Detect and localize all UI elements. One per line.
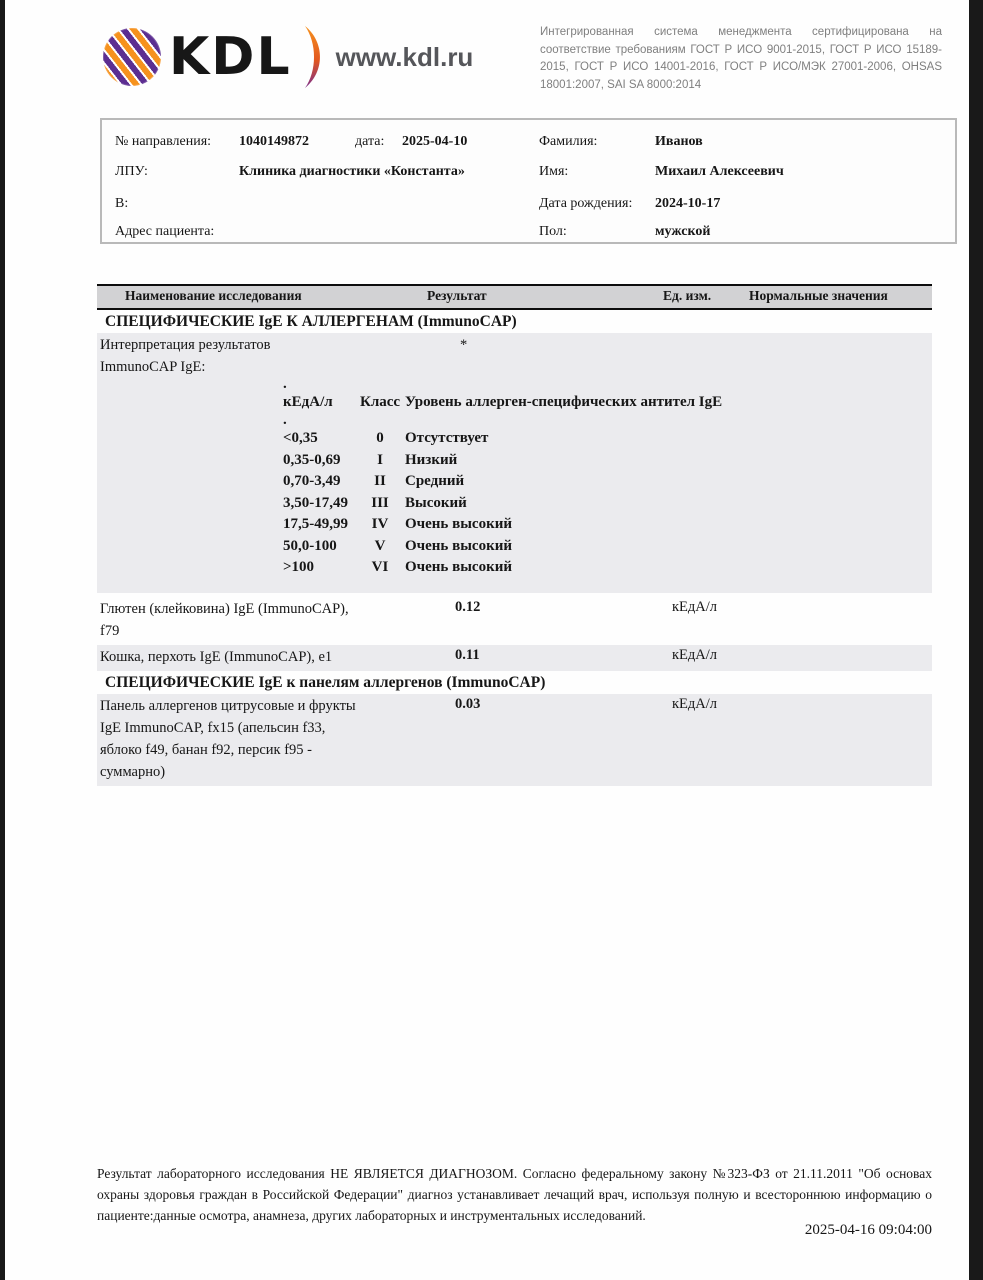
surname-label: Фамилия:: [539, 134, 598, 149]
scan-artifact-left: [0, 0, 5, 1280]
direction-label: № направления:: [115, 134, 212, 149]
lpu-label: ЛПУ:: [115, 164, 148, 179]
firstname-value: Михаил Алексеевич: [655, 164, 784, 179]
date-value: 2025-04-10: [402, 134, 468, 149]
result-row-panel: [97, 694, 932, 786]
result-row-gluten: [97, 597, 932, 645]
interpretation-name: Интерпретация результатов: [100, 337, 271, 353]
class-range: 3,50-17,49: [283, 494, 348, 511]
class-level: Средний: [405, 473, 465, 489]
interpretation-block: [97, 333, 932, 593]
class-range: 17,5-49,99: [283, 516, 348, 532]
test-result: 0.11: [455, 646, 480, 663]
v-label: В:: [115, 196, 129, 211]
class-level: Очень высокий: [405, 559, 513, 575]
section-title-allergens: СПЕЦИФИЧЕСКИЕ IgE К АЛЛЕРГЕНАМ (ImmunoCAP): [97, 310, 932, 333]
kdl-globe-icon: [103, 28, 161, 86]
ige-class-row: [283, 514, 932, 536]
ige-class-row: [283, 450, 932, 472]
ige-class-row: [283, 557, 932, 579]
direction-value: 1040149872: [239, 134, 309, 149]
class-level: Очень высокий: [405, 537, 513, 554]
birthdate-label: Дата рождения:: [539, 196, 633, 211]
col-header-result: Результат: [427, 288, 487, 303]
test-units: кЕдА/л: [672, 598, 718, 615]
report-timestamp: 2025-04-16 09:04:00: [804, 1222, 932, 1238]
class-value: V: [374, 537, 386, 554]
class-range: 0,35-0,69: [283, 451, 341, 468]
interpretation-method: ImmunoCAP IgE:: [100, 359, 206, 375]
dot-line: .: [283, 412, 287, 428]
patient-info-box: [100, 118, 957, 244]
kdl-swoosh-icon: [302, 26, 328, 88]
test-units: кЕдА/л: [672, 695, 718, 712]
scan-artifact-right: [969, 0, 983, 1280]
lpu-value: Клиника диагностики «Константа»: [239, 164, 465, 179]
test-name: Панель аллергенов цитрусовые и фрукты IgE ImmunoCAP, fx15 (апельсин f33, яблоко f49, банан f92, персик f95 - суммарно): [100, 697, 356, 780]
class-value: II: [374, 473, 386, 489]
disclaimer-text: Результат лабораторного исследования НЕ ЯВЛЯЕТСЯ ДИАГНОЗОМ. Согласно федеральному закону №323-ФЗ от 21.11.2011 "Об основах охраны здоровья граждан в Российской Федерации" диагноз устанавливает лечащий врач, используя полную и всестороннюю информацию о пациенте:данные осмотра, анамнеза, других лабораторных и инструментальных исследований.: [97, 1166, 932, 1223]
results-table-header: [97, 284, 932, 310]
sex-value: мужской: [655, 224, 711, 239]
ige-class-row: [283, 471, 932, 493]
test-name: Глютен (клейковина) IgE (ImmunoCAP), f79: [100, 600, 349, 639]
firstname-label: Имя:: [539, 164, 569, 179]
col-header-name: Наименование исследования: [125, 288, 302, 303]
test-name: Кошка, перхоть IgE (ImmunoCAP), e1: [100, 648, 333, 665]
class-level: Отсутствует: [405, 430, 489, 446]
interpretation-result: *: [460, 337, 468, 353]
kdl-website: www.kdl.ru: [335, 41, 474, 72]
certification-text: Интегрированная система менеджмента сертифицирована на соответствие требованиям ГОСТ Р ИСО 9001-2015, ГОСТ Р ИСО 15189-2015, ГОСТ Р ИСО 14001-2016, ГОСТ Р ИСО/МЭК 27001-2006, OHSAS 18001:2007, SAI SA 8000:2014: [540, 26, 942, 91]
class-col-units: кЕдА/л: [283, 394, 333, 410]
ige-class-table-header: [283, 392, 932, 414]
address-label: Адрес пациента:: [115, 224, 215, 239]
col-header-normal: Нормальные значения: [749, 288, 888, 303]
test-units: кЕдА/л: [672, 646, 718, 663]
section-title-panels: СПЕЦИФИЧЕСКИЕ IgE к панелям аллергенов (ImmunoCAP): [97, 671, 932, 694]
class-col-level: Уровень аллерген-специфических антител IgE: [405, 394, 723, 410]
class-range: 0,70-3,49: [283, 473, 341, 489]
result-row-cat: [97, 645, 932, 671]
class-range: >100: [283, 559, 315, 575]
class-level: Высокий: [405, 494, 467, 511]
surname-value: Иванов: [655, 134, 703, 149]
class-level: Низкий: [405, 451, 458, 468]
ige-class-row: [283, 536, 932, 558]
ige-class-row: [283, 428, 932, 450]
test-result: 0.12: [455, 598, 481, 615]
dot-line: .: [283, 376, 287, 392]
col-header-units: Ед. изм.: [663, 288, 712, 303]
date-label: дата:: [355, 134, 385, 149]
ige-class-table: [283, 378, 932, 579]
class-level: Очень высокий: [405, 516, 513, 532]
kdl-logo: [103, 26, 473, 88]
class-range: <0,35: [283, 430, 318, 446]
class-value: IV: [371, 516, 389, 532]
birthdate-value: 2024-10-17: [655, 196, 721, 211]
class-value: III: [371, 494, 389, 511]
results-table: [97, 284, 932, 786]
ige-class-row: [283, 493, 932, 515]
class-value: 0: [376, 430, 384, 446]
class-range: 50,0-100: [283, 537, 337, 554]
test-result: 0.03: [455, 695, 481, 712]
kdl-brand-text: KDL: [169, 27, 292, 87]
class-value: I: [377, 451, 383, 468]
sex-label: Пол:: [539, 224, 567, 239]
class-value: VI: [371, 559, 389, 575]
class-col-class: Класс: [359, 394, 401, 410]
interpretation-row: [97, 335, 932, 356]
